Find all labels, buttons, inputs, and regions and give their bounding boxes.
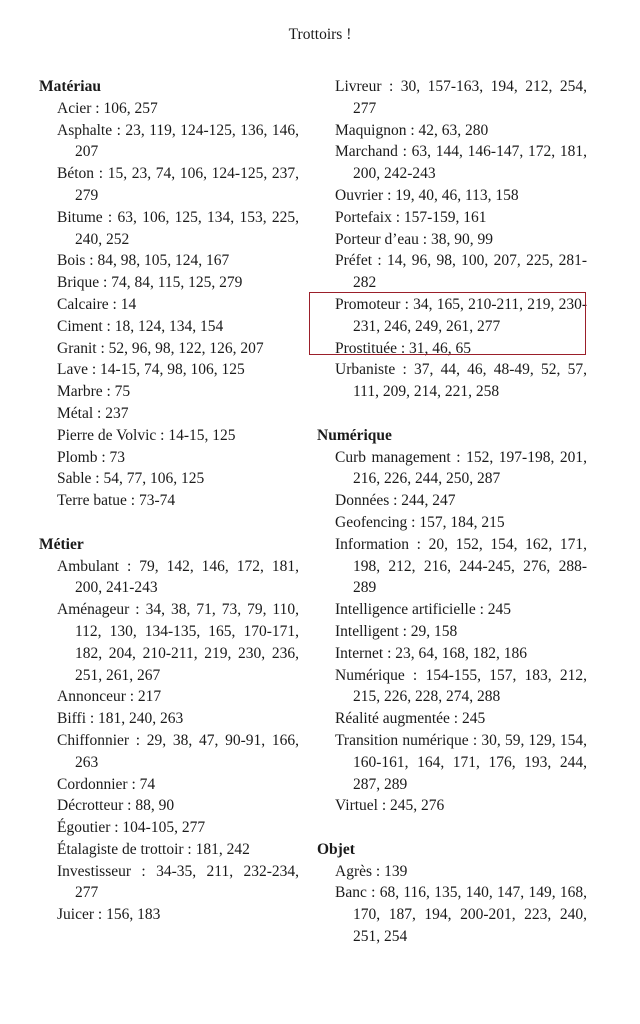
index-entry: Métal : 237: [57, 404, 129, 422]
index-entry: Asphalte : 23, 119, 124-125, 136, 146, 207: [57, 121, 299, 161]
highlight-box: [309, 292, 586, 355]
index-entry: Bois : 84, 98, 105, 124, 167: [57, 252, 230, 270]
index-entry: Données : 244, 247: [335, 492, 456, 510]
index-entry: Intelligence artificielle : 245: [335, 601, 512, 619]
index-entry: Information : 20, 152, 154, 162, 171, 198, 212, 216, 244-245, 276, 288-289: [335, 535, 587, 597]
index-entry: Agrès : 139: [335, 862, 408, 880]
index-entry: Pierre de Volvic : 14-15, 125: [57, 426, 236, 444]
index-entry: Biffi : 181, 240, 263: [57, 710, 184, 728]
index-entry: Réalité augmentée : 245: [335, 710, 486, 728]
index-entry: Annonceur : 217: [57, 688, 162, 706]
index-entry: Égoutier : 104-105, 277: [57, 819, 206, 837]
index-entry: Lave : 14-15, 74, 98, 106, 125: [57, 361, 245, 379]
index-entry: Investisseur : 34-35, 211, 232-234, 277: [57, 862, 299, 902]
index-entry: Ouvrier : 19, 40, 46, 113, 158: [335, 186, 519, 204]
index-entry: Brique : 74, 84, 115, 125, 279: [57, 274, 243, 292]
index-column-left: [39, 76, 299, 926]
section-heading-metier: Métier: [39, 535, 84, 553]
index-entry: Ciment : 18, 124, 134, 154: [57, 317, 224, 335]
index-entry: Banc : 68, 116, 135, 140, 147, 149, 168, 170, 187, 194, 200-201, 223, 240, 251, 254: [335, 884, 587, 946]
index-entry: Intelligent : 29, 158: [335, 622, 458, 640]
section-heading-objet: Objet: [317, 840, 355, 858]
index-entry: Préfet : 14, 96, 98, 100, 207, 225, 281-282: [335, 252, 587, 292]
index-entry: Internet : 23, 64, 168, 182, 186: [335, 644, 528, 662]
index-entry: Urbaniste : 37, 44, 46, 48-49, 52, 57, 111, 209, 214, 221, 258: [335, 361, 587, 401]
index-entry: Plomb : 73: [57, 448, 126, 466]
index-entry: Numérique : 154-155, 157, 183, 212, 215, 226, 228, 274, 288: [335, 666, 587, 706]
index-entry: Aménageur : 34, 38, 71, 73, 79, 110, 112, 130, 134-135, 165, 170-171, 182, 204, 210-211, 219, 230, 236, 251, 261, 267: [57, 601, 299, 684]
index-entry: Transition numérique : 30, 59, 129, 154, 160-161, 164, 171, 176, 193, 244, 287, 289: [335, 731, 587, 793]
index-entry: Sable : 54, 77, 106, 125: [57, 470, 205, 488]
index-entry: Terre batue : 73-74: [57, 492, 176, 510]
index-entry: Prostituée : 31, 46, 65: [335, 339, 472, 357]
index-entry: Portefaix : 157-159, 161: [335, 208, 487, 226]
index-entry-highlighted: Promoteur : 34, 165, 210-211, 219, 230-231, 246, 249, 261, 277: [335, 295, 587, 335]
index-entry: Maquignon : 42, 63, 280: [335, 121, 489, 139]
index-entry: Acier : 106, 257: [57, 99, 158, 117]
index-entry: Geofencing : 157, 184, 215: [335, 513, 505, 531]
index-entry: Étalagiste de trottoir : 181, 242: [57, 840, 250, 858]
index-entry: Virtuel : 245, 276: [335, 797, 445, 815]
index-entry: Cordonnier : 74: [57, 775, 156, 793]
index-column-right: [317, 76, 587, 948]
index-entry: Curb management : 152, 197-198, 201, 216, 226, 244, 250, 287: [335, 448, 587, 488]
page-title: Trottoirs !: [288, 26, 352, 43]
index-entry: Marchand : 63, 144, 146-147, 172, 181, 200, 242-243: [335, 143, 587, 183]
index-entry: Décrotteur : 88, 90: [57, 797, 175, 815]
index-entry: Bitume : 63, 106, 125, 134, 153, 225, 240, 252: [57, 208, 299, 248]
index-entry: Béton : 15, 23, 74, 106, 124-125, 237, 279: [57, 165, 299, 204]
section-heading-numerique: Numérique: [317, 426, 392, 444]
index-entry: Granit : 52, 96, 98, 122, 126, 207: [57, 339, 264, 357]
index-entry: Juicer : 156, 183: [57, 906, 161, 924]
index-entry: Calcaire : 14: [57, 295, 137, 313]
index-entry: Chiffonnier : 29, 38, 47, 90-91, 166, 263: [57, 731, 299, 771]
index-entry: Ambulant : 79, 142, 146, 172, 181, 200, 241-243: [57, 557, 299, 597]
index-entry: Livreur : 30, 157-163, 194, 212, 254, 277: [335, 78, 587, 117]
section-heading-materiau: Matériau: [39, 78, 101, 95]
index-entry: Marbre : 75: [57, 383, 131, 401]
index-entry: Porteur d’eau : 38, 90, 99: [335, 230, 493, 248]
